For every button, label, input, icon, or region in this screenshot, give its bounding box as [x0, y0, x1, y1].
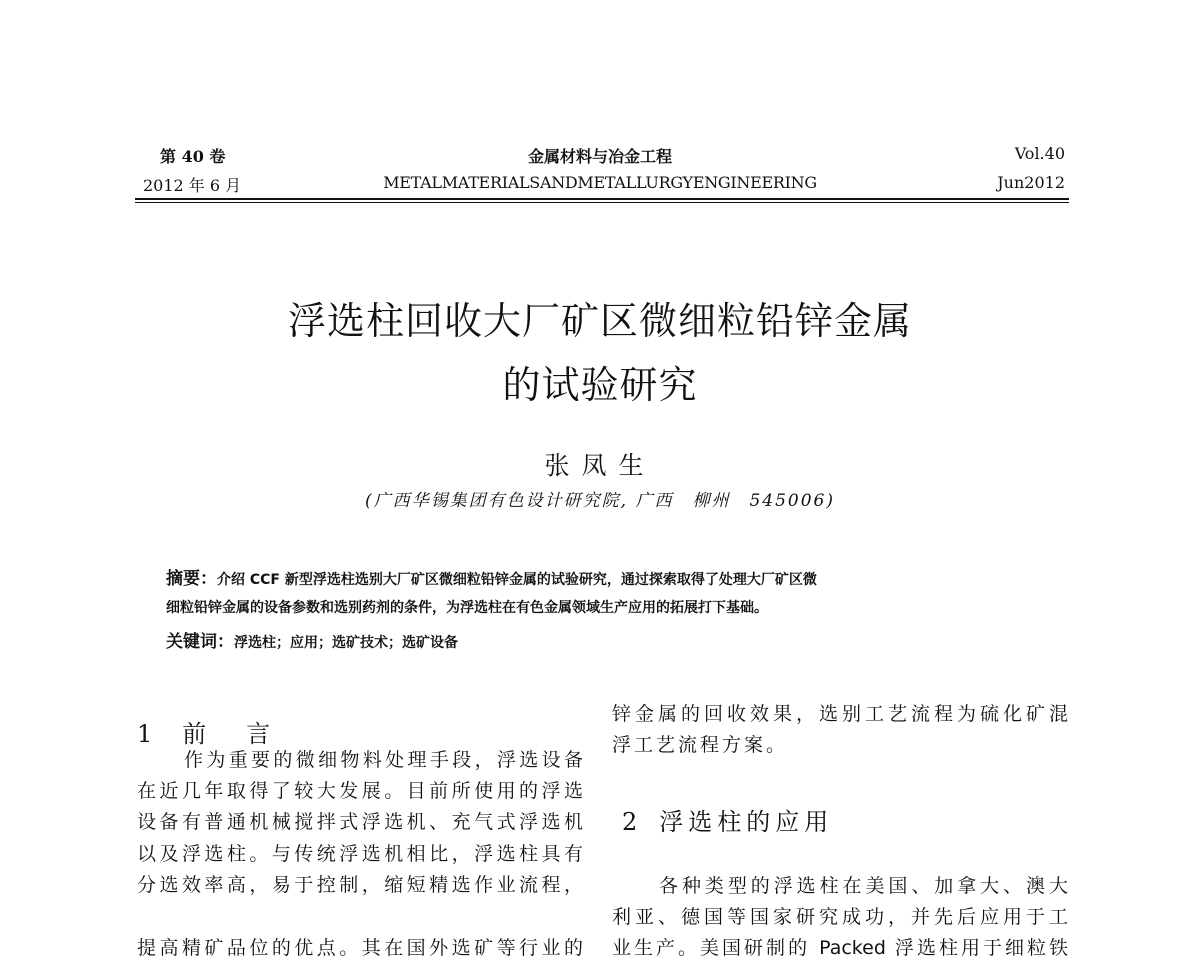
body-line: 利亚、德国等国家研究成功，并先后应用于工: [612, 906, 1068, 928]
article-title-line-2: 的试验研究: [502, 363, 698, 407]
section-number: 2: [622, 808, 638, 836]
article-title-line-1: 浮选柱回收大厂矿区微细粒铅锌金属: [287, 299, 912, 343]
volume-en: Vol.40: [1014, 144, 1065, 163]
body-line: 设备有普通机械搅拌式浮选机、充气式浮选机: [137, 811, 583, 833]
section-1-heading: [137, 714, 278, 749]
body-line: 作为重要的微细物料处理手段，浮选设备: [184, 749, 583, 771]
keywords: 浮选柱；应用；选矿技术；选矿设备: [234, 635, 458, 651]
section-title: 前 言: [182, 720, 279, 748]
abstract-line-2: 细粒铅锌金属的设备参数和选别药剂的条件，为浮选柱在有色金属领域生产应用的拓展打下基础。: [166, 600, 768, 616]
abstract-text: 介绍 CCF 新型浮选柱选别大厂矿区微细粒铅锌金属的试验研究，通过探索取得了处理大厂矿区微: [217, 572, 817, 588]
body-line: 各种类型的浮选柱在美国、加拿大、澳大: [659, 875, 1068, 897]
keywords-label: 关键词：: [166, 632, 234, 652]
body-line: 提高精矿品位的优点。其在国外选矿等行业的: [137, 937, 583, 959]
header-rule: [135, 198, 1069, 200]
abstract-line-1: [166, 564, 817, 589]
body-line: 业生产。美国研制的 Packed 浮选柱用于细粒铁: [612, 937, 1068, 959]
body-line: 在近几年取得了较大发展。目前所使用的浮选: [137, 780, 583, 802]
body-line: 锌金属的回收效果，选别工艺流程为硫化矿混: [612, 703, 1068, 725]
author: 张凤生: [544, 451, 656, 480]
body-line: 分选效率高，易于控制，缩短精选作业流程，: [137, 874, 583, 896]
abstract-label: 摘要：: [166, 569, 217, 589]
section-number: 1: [137, 720, 153, 748]
body-line: 以及浮选柱。与传统浮选机相比，浮选柱具有: [137, 843, 583, 865]
keywords-line: [166, 627, 458, 652]
section-2-heading: [622, 802, 833, 837]
affiliation: (广西华锡集团有色设计研究院, 广西 柳州 545006): [365, 491, 835, 511]
journal-title-en: METALMATERIALSANDMETALLURGYENGINEERING: [383, 173, 817, 192]
section-title: 浮选柱的应用: [659, 808, 834, 836]
body-line: 浮工艺流程方案。: [612, 734, 789, 756]
journal-title-cn: 金属材料与冶金工程: [527, 147, 672, 166]
header-rule-thin: [135, 202, 1069, 203]
date-en: Jun2012: [997, 173, 1065, 192]
date-cn: 2012 年 6 月: [143, 176, 242, 195]
volume-cn: 第 40 卷: [160, 147, 226, 166]
